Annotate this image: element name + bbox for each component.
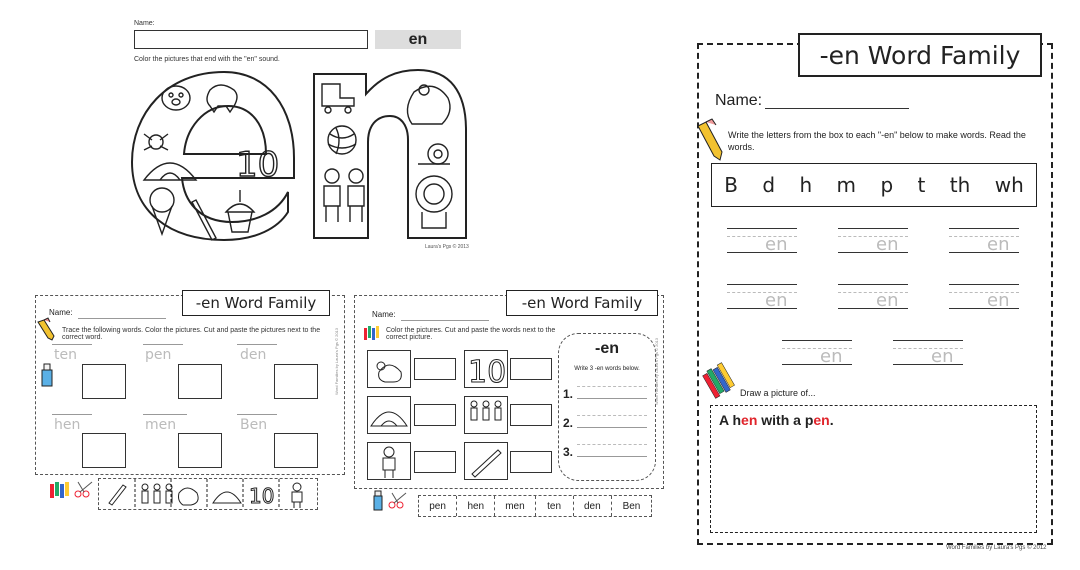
write-line-3[interactable] bbox=[577, 456, 647, 457]
write-line-1[interactable] bbox=[577, 398, 647, 399]
sheet3-instruction: Color the pictures. Cut and paste the words next to the correct picture. bbox=[386, 327, 556, 341]
sheet2-instruction: Trace the following words. Color the pictures. Cut and paste the pictures next to the correct word. bbox=[62, 327, 321, 341]
letter-t: t bbox=[917, 173, 926, 197]
paste-box-hen[interactable] bbox=[82, 433, 126, 468]
cut-strip-pictures[interactable] bbox=[98, 478, 318, 510]
paste-box-pen[interactable] bbox=[178, 364, 222, 399]
sheet2-name-label: Name: bbox=[49, 308, 73, 317]
letter-box bbox=[711, 163, 1037, 207]
pic-hen bbox=[367, 350, 411, 388]
pic-men bbox=[464, 396, 508, 434]
sheet3-name-line[interactable] bbox=[401, 320, 489, 321]
crayon-icon bbox=[362, 322, 380, 344]
credit: Laura's Pgs © 2013 bbox=[425, 244, 469, 250]
cut-word-ten[interactable]: ten bbox=[536, 496, 574, 516]
sheet4-instruction: Write the letters from the box to each "-en" below to make words. Read the words. bbox=[728, 130, 1026, 152]
cut-word-men[interactable]: men bbox=[495, 496, 535, 516]
sheet4-name-label: Name: bbox=[715, 92, 763, 109]
sheet4-credit: Word Families by Laura's Pgs © 2012 bbox=[946, 545, 1047, 551]
name-field[interactable] bbox=[134, 30, 368, 49]
number-3: 3. bbox=[563, 445, 574, 459]
paste-word-box-6[interactable] bbox=[510, 451, 552, 473]
pic-ten bbox=[464, 350, 508, 388]
n-pictures bbox=[316, 78, 461, 238]
pic-pen bbox=[464, 442, 508, 480]
svg-text:10: 10 bbox=[249, 484, 275, 508]
pencil-icon-large bbox=[702, 118, 728, 162]
sheet2-title: -en Word Family bbox=[182, 290, 330, 316]
cut-word-pen[interactable]: pen bbox=[419, 496, 457, 516]
en-write-7[interactable]: en bbox=[782, 334, 852, 368]
paste-word-box-1[interactable] bbox=[414, 358, 456, 380]
pic-ben bbox=[367, 442, 411, 480]
glue-scissors-icon bbox=[372, 490, 412, 512]
letter-b: B bbox=[724, 173, 738, 197]
paste-word-box-4[interactable] bbox=[510, 404, 552, 426]
draw-label: Draw a picture of... bbox=[740, 388, 816, 398]
sheet3-name-label: Name: bbox=[372, 310, 396, 319]
sheet2-name-line[interactable] bbox=[78, 318, 166, 319]
write-words-box bbox=[558, 333, 656, 481]
number-2: 2. bbox=[563, 416, 574, 430]
paste-word-box-5[interactable] bbox=[414, 451, 456, 473]
side-instruction: Write 3 -en words below. bbox=[574, 366, 640, 372]
paste-box-ben[interactable] bbox=[274, 433, 318, 468]
letter-m: m bbox=[836, 173, 857, 197]
side-title: -en bbox=[595, 340, 619, 357]
en-write-4[interactable]: en bbox=[727, 278, 797, 312]
letter-p: p bbox=[880, 173, 894, 197]
drawing-area[interactable] bbox=[710, 405, 1037, 533]
trace-word-pen: pen bbox=[145, 347, 172, 363]
en-write-8[interactable]: en bbox=[893, 334, 963, 368]
pencil-icon bbox=[41, 318, 57, 342]
write-line-2[interactable] bbox=[577, 427, 647, 428]
trace-word-ben: Ben bbox=[240, 417, 268, 433]
en-badge: en bbox=[375, 30, 461, 49]
cut-strip-images bbox=[99, 479, 317, 509]
cut-word-hen[interactable]: hen bbox=[457, 496, 495, 516]
instruction: Color the pictures that end with the "en" sound. bbox=[134, 56, 280, 63]
paste-word-box-3[interactable] bbox=[414, 404, 456, 426]
en-write-6[interactable]: en bbox=[949, 278, 1019, 312]
pic-den bbox=[367, 396, 411, 434]
trace-word-hen: hen bbox=[54, 417, 81, 433]
e-pictures bbox=[140, 80, 280, 240]
letter-h: h bbox=[799, 173, 813, 197]
trace-word-men: men bbox=[145, 417, 177, 433]
trace-word-ten: ten bbox=[54, 347, 77, 363]
sheet4-title: -en Word Family bbox=[798, 33, 1042, 77]
paste-word-box-2[interactable] bbox=[510, 358, 552, 380]
sheet3-title: -en Word Family bbox=[506, 290, 658, 316]
letter-d: d bbox=[762, 173, 776, 197]
crayons-icon bbox=[704, 362, 736, 402]
name-label: Name: bbox=[134, 20, 155, 27]
cut-word-ben[interactable]: Ben bbox=[622, 500, 641, 512]
paste-box-ten[interactable] bbox=[82, 364, 126, 399]
svg-text:10: 10 bbox=[236, 145, 280, 185]
svg-text:10: 10 bbox=[468, 355, 507, 390]
paste-box-den[interactable] bbox=[274, 364, 318, 399]
letter-wh: wh bbox=[994, 173, 1024, 197]
sentence: A hen with a pen. bbox=[719, 412, 834, 428]
en-write-2[interactable]: en bbox=[838, 222, 908, 256]
sheet2-side-credit: Word Families by Laura's Pgs © 2013 bbox=[334, 328, 339, 395]
letter-th: th bbox=[949, 173, 971, 197]
en-write-1[interactable]: en bbox=[727, 222, 797, 256]
number-1: 1. bbox=[563, 387, 574, 401]
en-write-3[interactable]: en bbox=[949, 222, 1019, 256]
trace-word-den: den bbox=[240, 347, 267, 363]
sheet3-side-credit: Word Families by Laura's Pgs © 2013 bbox=[654, 338, 659, 405]
paste-box-men[interactable] bbox=[178, 433, 222, 468]
glue-icon bbox=[40, 362, 54, 388]
sheet4-name-line[interactable] bbox=[765, 108, 909, 109]
crayons-scissors-icon bbox=[50, 480, 94, 500]
en-write-5[interactable]: en bbox=[838, 278, 908, 312]
cut-word-den[interactable]: den bbox=[574, 496, 612, 516]
cut-strip-words[interactable] bbox=[418, 495, 652, 517]
